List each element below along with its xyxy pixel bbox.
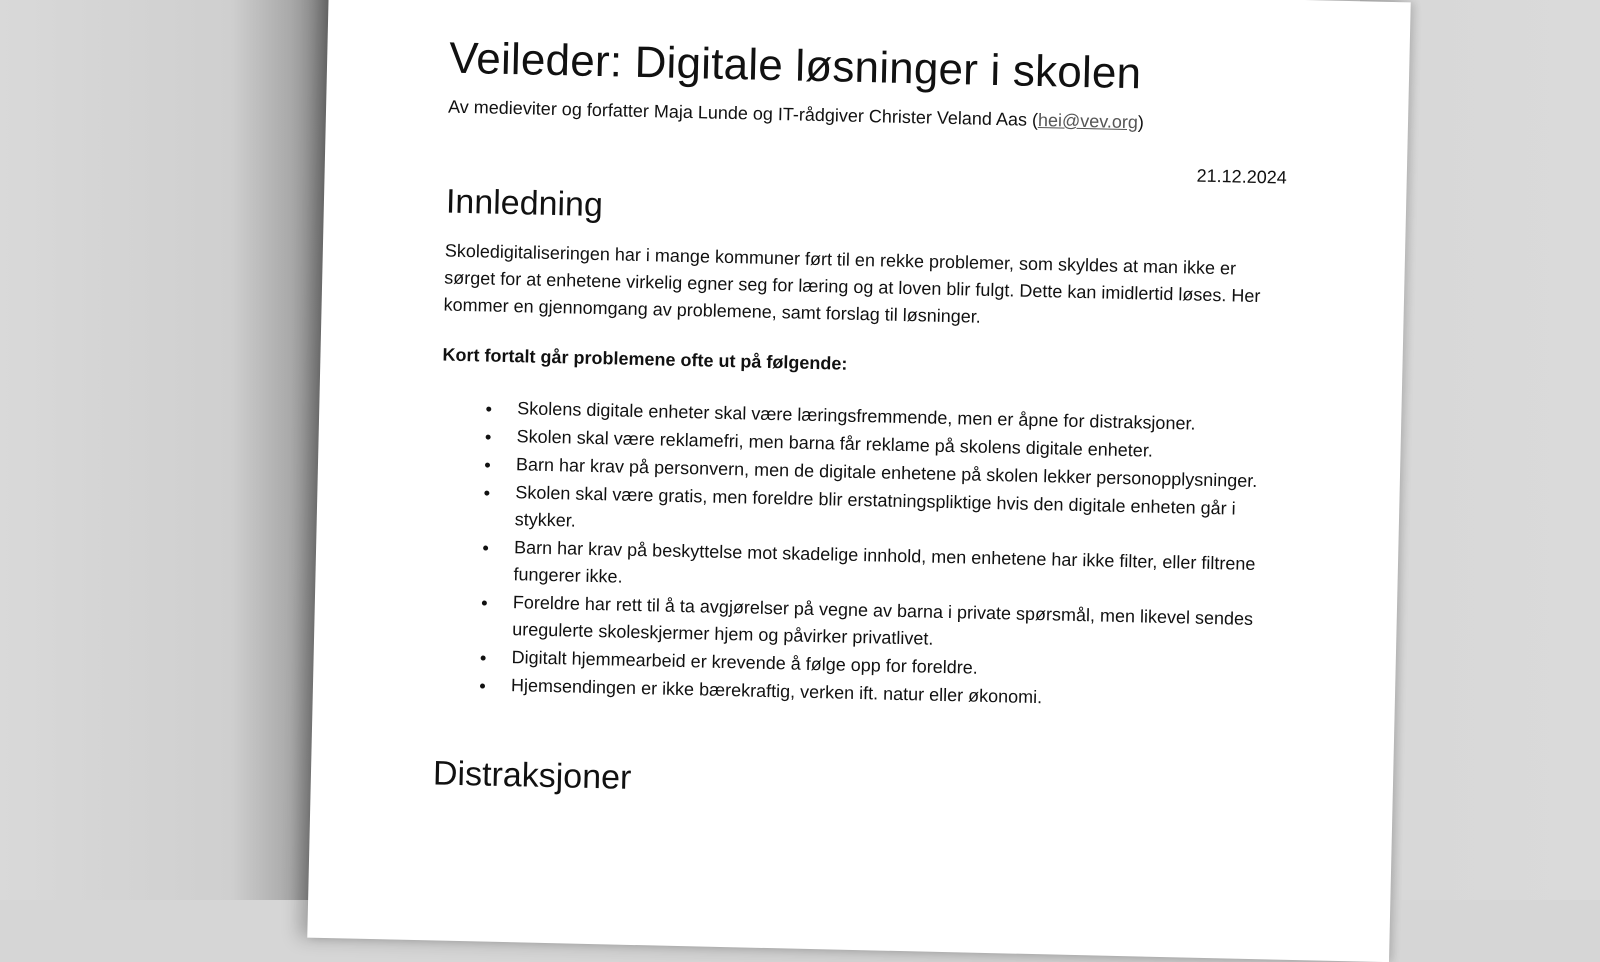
- document-page: [307, 0, 1411, 962]
- section-heading-distractions: Distraksjoner: [432, 754, 632, 797]
- list-item: • Foreldre har rett til å ta avgjørelser på vegne av barna i private spørsmål, men likevel sendes uregulerte skoleskjermer hjem og påvirker privatlivet.: [498, 589, 1277, 661]
- document-date: 21.12.2024: [1196, 165, 1287, 188]
- list-item: • Skolens digitale enheter skal være læringsfremmende, men er åpne for distraksjoner.: [503, 395, 1281, 440]
- byline-suffix: ): [1137, 112, 1145, 133]
- byline: [448, 95, 1288, 138]
- document-title: Veileder: Digitale løsninger i skolen: [448, 33, 1142, 99]
- document-content: [432, 33, 1290, 843]
- list-item: • Skolen skal være reklamefri, men barna får reklame på skolens digitale enheter.: [502, 423, 1280, 468]
- list-item: • Barn har krav på personvern, men de digitale enhetene på skolen lekker personopplysninger.: [502, 451, 1280, 496]
- intro-heading: Innledning: [445, 182, 604, 225]
- summary-heading: Kort fortalt går problemene ofte ut på følgende:: [442, 344, 848, 374]
- list-item: • Digitalt hjemmearbeid er krevende å følge opp for foreldre.: [497, 644, 1275, 689]
- list-item: • Hjemsendingen er ikke bærekraftig, verken ift. natur eller økonomi.: [497, 672, 1275, 717]
- email-link[interactable]: hei@vev.org: [1037, 109, 1139, 133]
- background-left: [0, 0, 330, 900]
- problem-list: [435, 394, 1282, 717]
- list-item: • Barn har krav på beskyttelse mot skadelige innhold, men enhetene har ikke filter, eller filtrene fungerer ikke.: [499, 534, 1278, 606]
- list-item: • Skolen skal være gratis, men foreldre blir erstatningspliktige hvis den digitale enheten går i stykker.: [500, 479, 1279, 551]
- byline-text: Av medieviter og forfatter Maja Lunde og IT-rådgiver Christer Veland Aas (: [447, 96, 1039, 130]
- intro-paragraph: Skoledigitaliseringen har i mange kommuner ført til en rekke problemer, som skyldes at man ikke er sørget for at enhetene virkelig egner seg for læring og at loven blir fulgt. Dette kan imidlertid løses. Her kommer en gjennomgang av problemene, samt forslag til løsninger.: [443, 240, 1261, 327]
